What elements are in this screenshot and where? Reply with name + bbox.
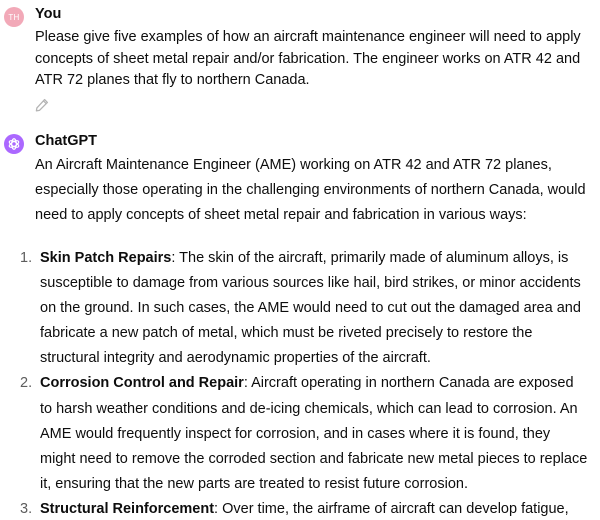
assistant-intro-text: An Aircraft Maintenance Engineer (AME) working on ATR 42 and ATR 72 planes, especially those operating in the challenging environments of northern Canada, would need to apply concepts of sheet metal repair and fabrication in various ways: — [35, 157, 586, 223]
list-item-title: Skin Patch Repairs — [40, 250, 172, 266]
user-author-name: You — [35, 6, 62, 22]
assistant-avatar — [4, 134, 24, 154]
assistant-author-name: ChatGPT — [35, 133, 98, 149]
list-item-text: : The skin of the aircraft, primarily made of aluminum alloys, is susceptible to damage from various sources like hail, bird strikes, or minor accidents on the ground. In such cases, the AME would need to cut out the damaged area and fabricate a new patch of metal, which must be riveted precisely to restore the structural integrity and aerodynamic properties of the aircraft. — [40, 250, 581, 367]
openai-logo-icon — [7, 137, 21, 151]
list-item-text: : Over time, the airframe of aircraft can develop fatigue, — [214, 500, 569, 517]
example-list — [0, 246, 588, 520]
list-item — [0, 371, 588, 496]
list-item-number: 2. — [20, 375, 33, 392]
user-avatar-initials: TH — [8, 12, 20, 22]
user-avatar — [4, 7, 24, 27]
list-item — [0, 497, 588, 520]
user-message-text: Please give five examples of how an aircraft maintenance engineer will need to apply concepts of sheet metal repair and/or fabrication. The engineer works on ATR 42 and ATR 72 planes that fly to northern Canada. — [35, 29, 581, 88]
list-item-number: 3. — [20, 500, 33, 517]
pencil-icon[interactable] — [34, 97, 50, 113]
list-item-text: : Aircraft operating in northern Canada are exposed to harsh weather conditions and de-icing chemicals, which can lead to corrosion. An AME would frequently inspect for corrosion, and in cases where it is found, they might need to remove the corroded section and fabricate new metal pieces to replace it, ensuring that the new parts are treated to resist future corrosion. — [40, 375, 588, 492]
list-item-title: Structural Reinforcement — [40, 500, 215, 517]
list-item-number: 1. — [20, 250, 33, 266]
list-item — [0, 246, 588, 371]
list-item-title: Corrosion Control and Repair — [40, 375, 244, 392]
